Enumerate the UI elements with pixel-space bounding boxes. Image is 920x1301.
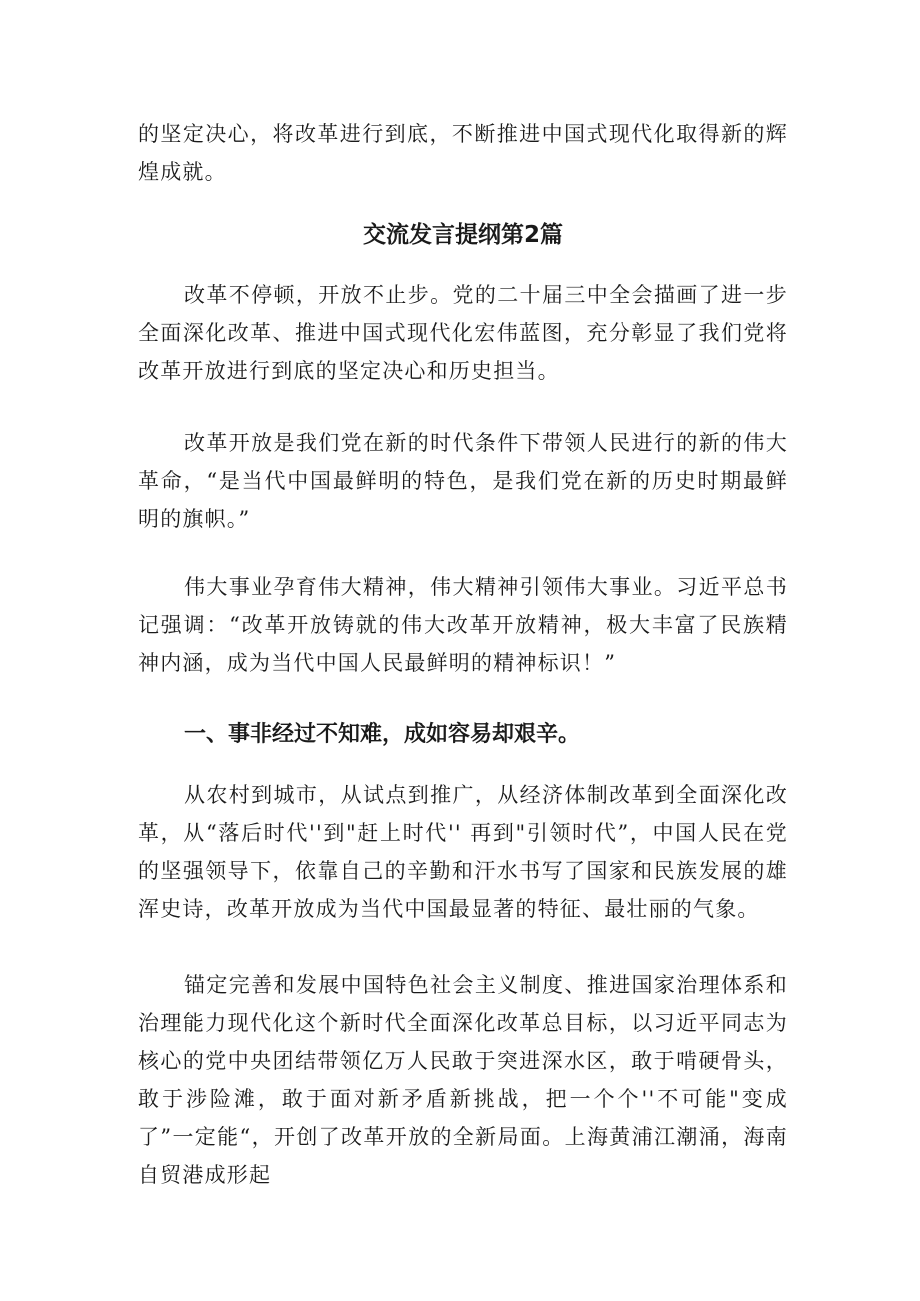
paragraph-5: 锚定完善和发展中国特色社会主义制度、推进国家治理体系和治理能力现代化这个新时代全面深化改革总目标，以习近平同志为核心的党中央团结带领亿万人民敢于突进深水区，敢于啃硬骨头，敢于涉险滩，敢于面对新矛盾新挑战，把一个个''不可能"变成了”一定能“，开创了改革开放的全新局面。上海黄浦江潮涌，海南自贸港成形起 <box>138 973 788 1187</box>
article-title: 交流发言提纲第2篇 <box>362 222 563 248</box>
paragraph-continuation: 的坚定决心，将改革进行到底，不断推进中国式现代化取得新的辉煌成就。 <box>138 122 788 184</box>
paragraph-4: 从农村到城市，从试点到推广，从经济体制改革到全面深化改革，从“落后时代''到"赶上时代'' 再到"引领时代”，中国人民在党的坚强领导下，依靠自己的辛勤和汗水书写了国家和民族发展的雄浑史诗，改革开放成为当代中国最显著的特征、最壮丽的气象。 <box>138 783 788 921</box>
paragraph-1: 改革不停顿，开放不止步。党的二十届三中全会描画了进一步全面深化改革、推进中国式现代化宏伟蓝图，充分彰显了我们党将改革开放进行到底的坚定决心和历史担当。 <box>138 283 788 383</box>
paragraph-3: 伟大事业孕育伟大精神，伟大精神引领伟大事业。习近平总书记强调：“改革开放铸就的伟大改革开放精神，极大丰富了民族精神内涵，成为当代中国人民最鲜明的精神标识！” <box>138 575 788 675</box>
section-heading-1: 一、事非经过不知难，成如容易却艰辛。 <box>184 722 581 747</box>
paragraph-2: 改革开放是我们党在新的时代条件下带领人民进行的新的伟大革命，“是当代中国最鲜明的特色，是我们党在新的历史时期最鲜明的旗帜。” <box>138 431 788 531</box>
